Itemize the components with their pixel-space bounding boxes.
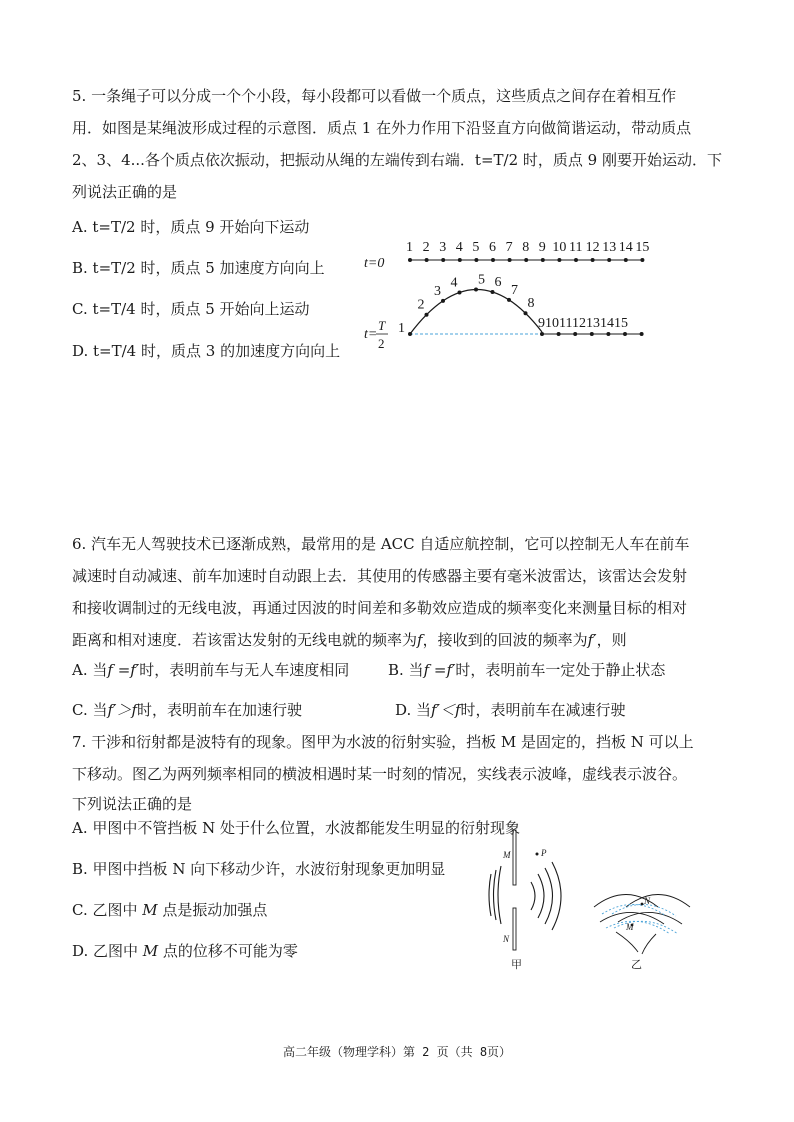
rope-t0-number: 11: [569, 240, 583, 255]
rope-point: [524, 258, 528, 262]
page-footer: 高二年级（物理学科）第 2 页（共 8页）: [282, 1045, 512, 1059]
q6-stem-line3: 和接收调制过的无线电波，再通过因波的时间差和多勒效应造成的频率变化来测量目标的相对: [72, 599, 688, 617]
rope-point: [425, 258, 429, 262]
rope-wave-point: [425, 313, 429, 317]
q5-stem-line3: 2、3、4...各个质点依次振动，把振动从绳的左端传到右端．t=T/2 时，质点 9 刚要开始运动．下: [72, 151, 722, 169]
rope-rest-point: [623, 332, 627, 336]
rope-wave-point: [458, 290, 462, 294]
rope-t0-number: 13: [602, 240, 617, 255]
rope-t0-number: 12: [585, 240, 600, 255]
rope-point: [474, 258, 478, 262]
incident-wavefronts: [489, 866, 501, 924]
rope-point: [607, 258, 611, 262]
barrier-n: [513, 908, 516, 950]
q7-stem-line1: 7. 干涉和衍射都是波特有的现象。图甲为水波的衍射实验，挡板 M 是固定的，挡板 N 可以上: [72, 733, 694, 751]
q5-option-a: A. t=T/2 时，质点 9 开始向下运动: [72, 218, 310, 236]
rope-point: [624, 258, 628, 262]
rope-point: [574, 258, 578, 262]
q7-stem-line2: 下移动。图乙为两列频率相同的横波相遇时某一时刻的情况，实线表示波峰，虚线表示波谷。: [72, 765, 688, 783]
q6-stem-line2: 减速时自动减速、前车加速时自动跟上去．其使用的传感器主要有毫米波雷达，该雷达会发射: [72, 567, 688, 585]
t-half-numerator: T: [378, 318, 386, 333]
q5-stem-line4: 列说法正确的是: [72, 183, 178, 201]
rope-t0-number: 1: [406, 240, 413, 255]
rope-point: [508, 258, 512, 262]
point-n-dot: [641, 903, 644, 906]
point-m-label: M: [626, 922, 634, 932]
rope-wave-label: 5: [478, 272, 485, 288]
rope-rest-point: [606, 332, 610, 336]
rope-wave-point: [474, 288, 478, 292]
rope-rest-point: [557, 332, 561, 336]
t-half-prefix: t=: [364, 327, 378, 342]
rope-wave-point: [524, 311, 528, 315]
rope-point: [441, 258, 445, 262]
figure-yi-interference: [586, 862, 696, 972]
rope-point: [541, 258, 545, 262]
rope-wave-label: 3: [434, 283, 441, 299]
diffracted-wavefronts: [531, 862, 561, 930]
barrier-m-label: M: [503, 850, 511, 860]
rope-wave-label: 6: [494, 274, 502, 290]
rope-wave-crest: [410, 289, 542, 334]
rope-t0-number: 8: [522, 240, 530, 255]
q5-option-b: B. t=T/2 时，质点 5 加速度方向向上: [72, 259, 325, 277]
rope-wave-point: [491, 290, 495, 294]
q7-option-a: A. 甲图中不管挡板 N 处于什么位置，水波都能发生明显的衍射现象: [72, 819, 521, 837]
rope-t0-number: 2: [422, 240, 430, 255]
trough-lines: [602, 904, 678, 934]
rope-t0-number: 4: [455, 240, 463, 255]
rope-wave-label: 2: [417, 297, 425, 313]
rope-rest-point: [573, 332, 577, 336]
rope-wave-label: 7: [511, 282, 518, 298]
rope-t0-number: 9: [538, 240, 546, 255]
figure-jia-caption: 甲: [511, 959, 522, 971]
rope-point: [640, 258, 644, 262]
q5-option-d: D. t=T/4 时，质点 3 的加速度方向向上: [72, 342, 341, 360]
rope-wave-label: 1: [398, 321, 405, 336]
point-p-dot: [536, 853, 539, 856]
figure-yi-caption: 乙: [631, 959, 642, 971]
q5-stem-line1: 5. 一条绳子可以分成一个个小段，每小段都可以看做一个质点，这些质点之间存在着相互作: [72, 87, 677, 105]
rope-t0-number: 10: [552, 240, 567, 255]
figure-jia-diffraction: [476, 830, 586, 970]
q7-option-c: C. 乙图中 M 点是振动加强点: [72, 901, 268, 919]
rope-point: [557, 258, 561, 262]
rope-rest-point: [640, 332, 644, 336]
rope-rest-point: [590, 332, 594, 336]
rope-wave-points: [408, 288, 528, 337]
q6-option-a: A. 当f =f′时，表明前车与无人车速度相同: [72, 661, 350, 679]
rope-t0-number: 5: [472, 240, 480, 255]
q5-stem-line2: 用．如图是某绳波形成过程的示意图．质点 1 在外力作用下沿竖直方向做简谐运动，带动质点: [72, 119, 692, 137]
rope-wave-point-labels: [398, 273, 535, 337]
t-half-denominator: 2: [378, 336, 385, 351]
q6-option-b: B. 当f =f′时，表明前车一定处于静止状态: [388, 661, 666, 679]
t0-label: t=0: [364, 256, 385, 271]
rope-wave-point: [507, 298, 511, 302]
rope-point: [408, 258, 412, 262]
point-p-label: P: [541, 848, 547, 858]
point-n-label: N: [644, 896, 651, 906]
rope-point: [491, 258, 495, 262]
rope-wave-figure: [356, 228, 656, 368]
rope-t0-number: 6: [489, 240, 496, 255]
q6-stem-line4: 距离和相对速度．若该雷达发射的无线电就的频率为f，接收到的回波的频率为f′，则: [72, 631, 627, 649]
q7-stem-line3: 下列说法正确的是: [72, 795, 193, 813]
rope-point: [458, 258, 462, 262]
wave-right-numbers: 9101112131415: [538, 316, 628, 331]
q6-stem-line1: 6. 汽车无人驾驶技术已逐渐成熟，最常用的是 ACC 自适应航控制，它可以控制无人车在前车: [72, 535, 690, 553]
rope-t0-number-row: [406, 240, 649, 255]
barrier-n-label: N: [503, 934, 510, 944]
rope-rest-point: [540, 332, 544, 336]
rope-wave-point: [408, 332, 412, 336]
q5-option-c: C. t=T/4 时，质点 5 开始向上运动: [72, 300, 310, 318]
rope-point: [591, 258, 595, 262]
q7-option-d: D. 乙图中 M 点的位移不可能为零: [72, 942, 298, 960]
q6-option-c: C. 当f′＞f时，表明前车在加速行驶: [72, 701, 303, 719]
rope-t0-number: 7: [505, 240, 513, 255]
q6-option-d: D. 当f′＜f时，表明前车在减速行驶: [395, 701, 626, 719]
rope-t0-number: 15: [635, 240, 650, 255]
rope-wave-label: 8: [527, 296, 535, 312]
rope-wave-label: 4: [450, 275, 458, 291]
rope-t0-number: 3: [439, 240, 447, 255]
q7-option-b: B. 甲图中挡板 N 向下移动少许，水波衍射现象更加明显: [72, 860, 446, 878]
barrier-m: [513, 830, 516, 885]
rope-wave-point: [441, 299, 445, 303]
rope-t0-points: [408, 258, 644, 262]
rope-t0-number: 14: [618, 240, 633, 255]
